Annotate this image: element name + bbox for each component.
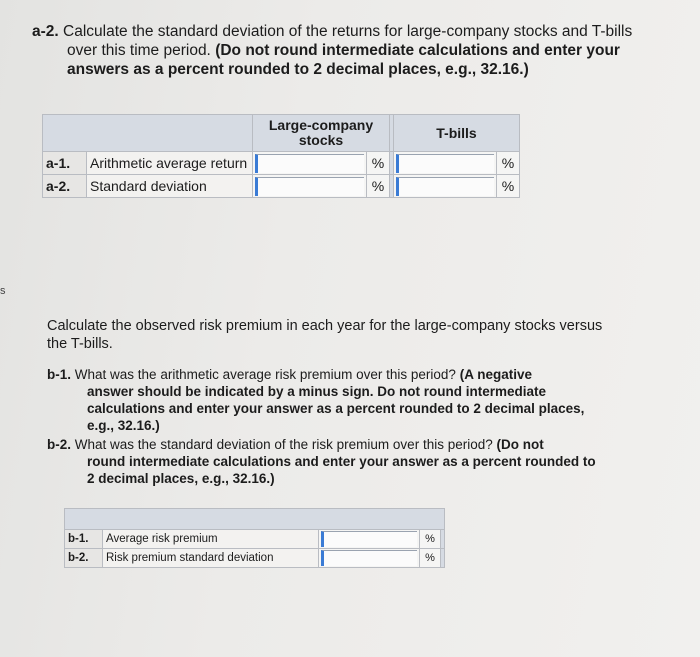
question-b-line1: Calculate the observed risk premium in each year for the large-company stocks versus	[47, 318, 603, 334]
arith-avg-tbills-cell	[394, 152, 497, 175]
column-fill	[441, 549, 445, 568]
question-b1-instruction-c: calculations and enter your answer as a percent rounded to 2 decimal places,	[87, 401, 585, 416]
question-b2-instruction-c: 2 decimal places, e.g., 32.16.)	[87, 471, 275, 486]
question-a2-text-line2: over this time period.	[67, 42, 211, 59]
question-b1	[47, 366, 687, 434]
arith-avg-tbills-input[interactable]	[396, 154, 494, 173]
risk-premium-std-dev-cell	[319, 549, 420, 568]
row-number: a-2.	[43, 175, 87, 198]
row-label: Risk premium standard deviation	[103, 549, 319, 568]
header-blank	[43, 115, 253, 152]
table-row	[43, 152, 520, 175]
question-b	[47, 317, 687, 353]
risk-premium-std-dev-input[interactable]	[321, 550, 417, 566]
question-b1-instruction-a: (A negative	[459, 367, 532, 382]
question-a2-instruction-line3: answers as a percent rounded to 2 decimal places, e.g., 32.16.)	[67, 61, 529, 78]
question-b1-number: b-1.	[47, 367, 72, 382]
question-b1-instruction-d: e.g., 32.16.)	[87, 418, 160, 433]
question-b2-number: b-2.	[47, 437, 72, 452]
avg-risk-premium-cell	[319, 530, 420, 549]
row-label: Average risk premium	[103, 530, 319, 549]
table-row	[65, 549, 445, 568]
row-number: a-1.	[43, 152, 87, 175]
risk-premium-table	[64, 508, 445, 568]
row-number: b-2.	[65, 549, 103, 568]
question-b2-instruction-a: (Do not	[496, 437, 544, 452]
column-fill	[441, 530, 445, 549]
table-row	[65, 530, 445, 549]
question-b1-instruction-b: answer should be indicated by a minus sign. Do not round intermediate	[87, 384, 547, 399]
question-a2-number: a-2.	[32, 23, 59, 40]
std-dev-tbills-cell	[394, 175, 497, 198]
header-blank	[65, 509, 445, 530]
percent-unit: %	[497, 175, 520, 198]
std-dev-tbills-input[interactable]	[396, 177, 494, 196]
question-b2-instruction-b: round intermediate calculations and enter your answer as a percent rounded to	[87, 454, 596, 469]
percent-unit: %	[367, 152, 390, 175]
row-number: b-1.	[65, 530, 103, 549]
question-a2	[32, 22, 692, 79]
row-label: Standard deviation	[87, 175, 253, 198]
risk-premium-table-header	[65, 509, 445, 530]
returns-table-header	[43, 115, 520, 152]
header-large-company: Large-company stocks	[253, 115, 390, 152]
arith-avg-large-company-input[interactable]	[255, 154, 364, 173]
percent-unit: %	[497, 152, 520, 175]
table-row	[43, 175, 520, 198]
returns-table	[42, 114, 520, 198]
percent-unit: %	[420, 549, 441, 568]
header-tbills: T-bills	[394, 115, 520, 152]
avg-risk-premium-input[interactable]	[321, 531, 417, 547]
std-dev-large-company-cell	[253, 175, 367, 198]
percent-unit: %	[420, 530, 441, 549]
percent-unit: %	[367, 175, 390, 198]
arith-avg-large-company-cell	[253, 152, 367, 175]
question-b1-text: What was the arithmetic average risk premium over this period?	[74, 367, 456, 382]
margin-mark: s	[0, 285, 6, 297]
question-b2	[47, 436, 687, 487]
question-a2-instruction-line2: (Do not round intermediate calculations and enter your	[215, 42, 620, 59]
std-dev-large-company-input[interactable]	[255, 177, 364, 196]
question-b2-text: What was the standard deviation of the risk premium over this period?	[74, 437, 493, 452]
row-label: Arithmetic average return	[87, 152, 253, 175]
question-b-line2: the T-bills.	[47, 336, 113, 352]
question-a2-text-line1: Calculate the standard deviation of the returns for large-company stocks and T-bills	[63, 23, 633, 40]
